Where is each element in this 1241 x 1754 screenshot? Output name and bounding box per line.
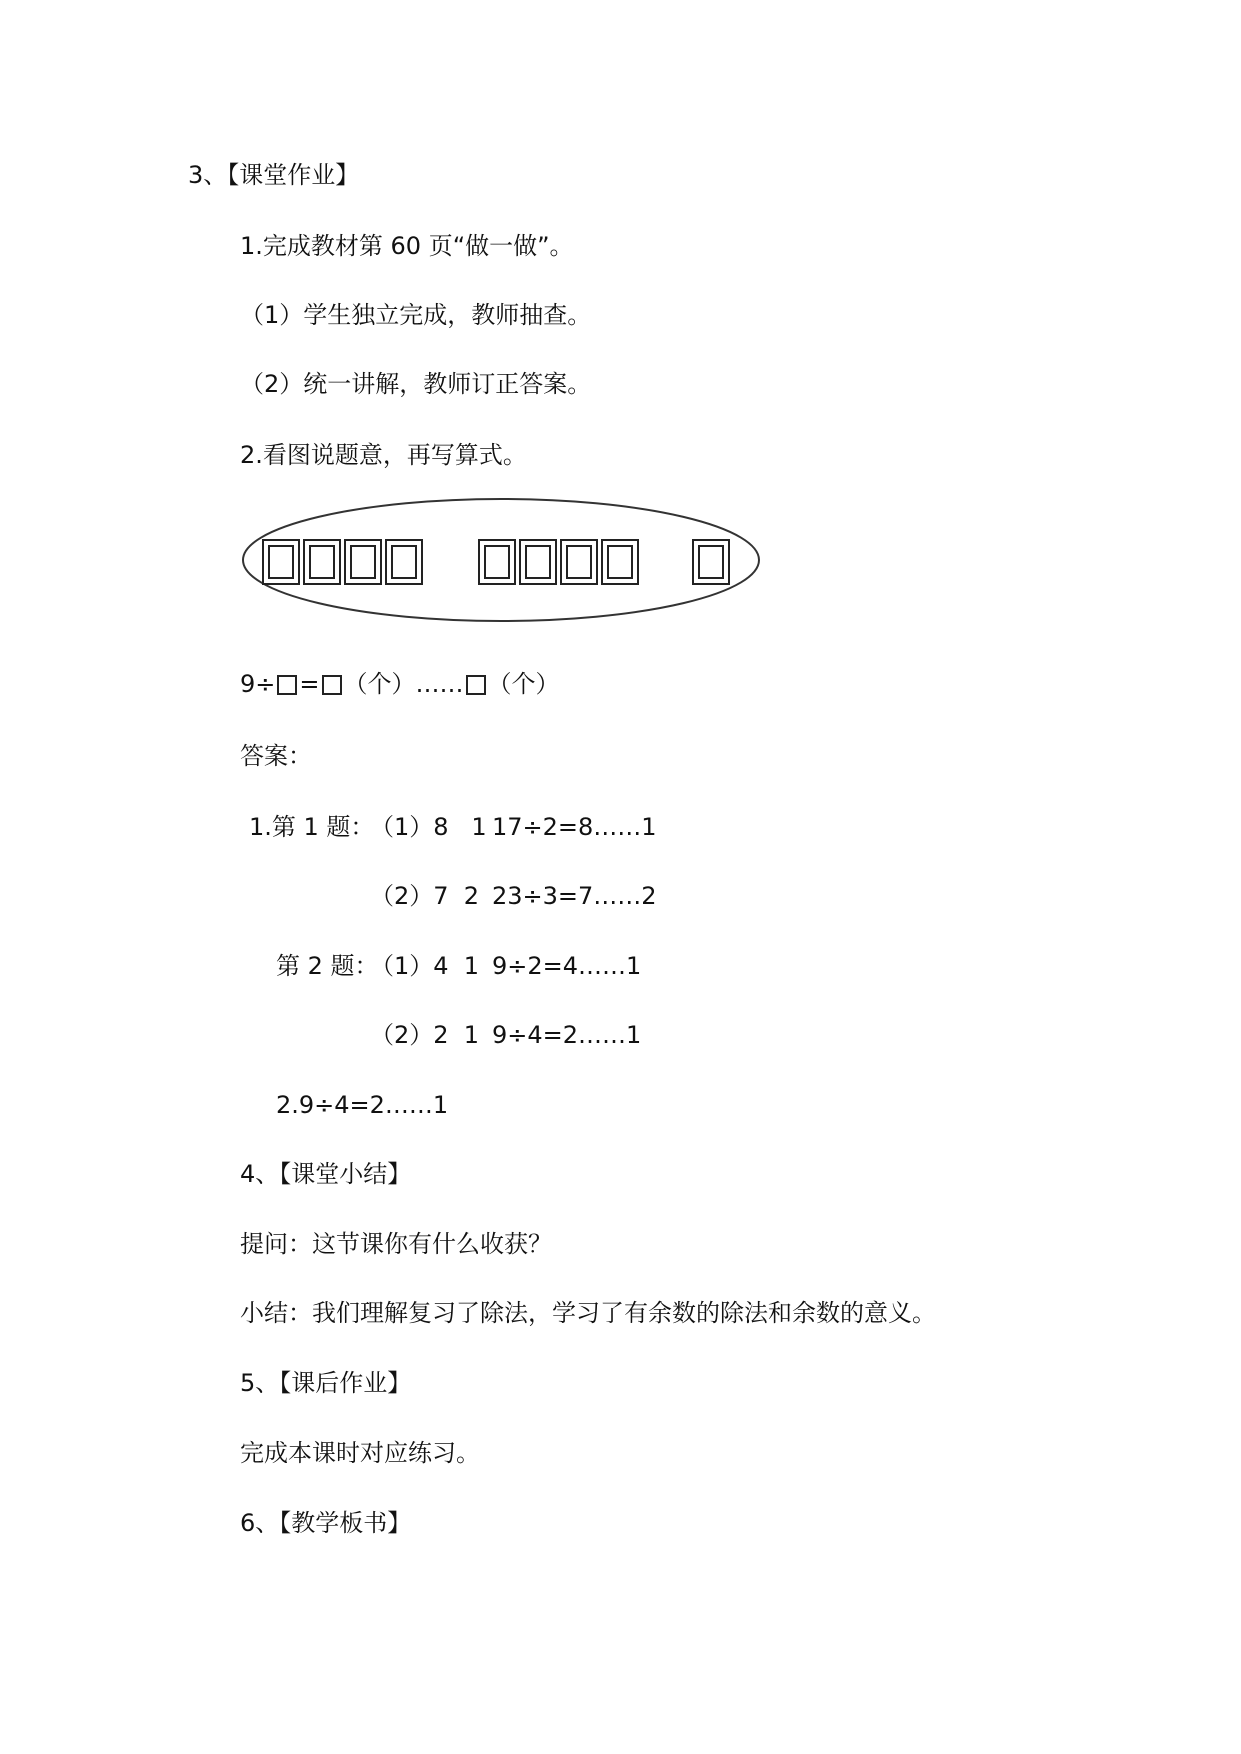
task-1-title: 1.完成教材第 60 页“做一做”。: [240, 232, 574, 260]
divisor-blank[interactable]: [277, 675, 297, 695]
task-2-title: 2.看图说题意，再写算式。: [240, 441, 527, 469]
task-1-step-2: （2）统一讲解，教师订正答案。: [240, 370, 592, 398]
division-equation: [240, 668, 560, 700]
square-1: [262, 539, 300, 585]
summary-question: 提问：这节课你有什么收获？: [240, 1230, 552, 1258]
answer-q1-eq2: 23÷3=7……2: [492, 882, 657, 910]
summary-text: 小结：我们理解复习了除法，学习了有余数的除法和余数的意义。: [240, 1299, 936, 1327]
task-1-step-1: （1）学生独立完成，教师抽查。: [240, 301, 592, 329]
square-3: [344, 539, 382, 585]
remainder-blank[interactable]: [466, 675, 486, 695]
answer-q1-part1: （1）8 1: [370, 813, 487, 841]
answer-q1-label: 1.第 1 题：: [249, 813, 375, 841]
section-4-title: 4、【课堂小结】: [240, 1160, 412, 1188]
square-5: [478, 539, 516, 585]
answer-q2-eq2: 9÷4=2……1: [492, 1021, 642, 1049]
answers-label: 答案：: [240, 742, 312, 770]
section-6-title: 6、【教学板书】: [240, 1509, 412, 1537]
quotient-blank[interactable]: [322, 675, 342, 695]
square-7: [560, 539, 598, 585]
equation-equals: =: [299, 670, 320, 698]
answer-q2-label: 第 2 题：: [276, 952, 379, 980]
quotient-unit: （个）……: [343, 670, 464, 698]
square-6: [519, 539, 557, 585]
answer-q1-eq1: 17÷2=8……1: [492, 813, 657, 841]
answer-q2-part1: （1）4 1: [370, 952, 480, 980]
answer-q1-part2: （2）7 2: [370, 882, 480, 910]
square-2: [303, 539, 341, 585]
remainder-unit: （个）: [487, 670, 560, 698]
square-4: [385, 539, 423, 585]
homework-text: 完成本课时对应练习。: [240, 1439, 480, 1467]
square-8: [601, 539, 639, 585]
section-5-title: 5、【课后作业】: [240, 1369, 412, 1397]
square-9: [692, 539, 730, 585]
answer-item-2: 2.9÷4=2……1: [276, 1091, 449, 1119]
answer-q2-eq1: 9÷2=4……1: [492, 952, 642, 980]
section-3-title: 3、【课堂作业】: [188, 161, 360, 189]
answer-q2-part2: （2）2 1: [370, 1021, 480, 1049]
equation-dividend: 9÷: [240, 670, 276, 698]
